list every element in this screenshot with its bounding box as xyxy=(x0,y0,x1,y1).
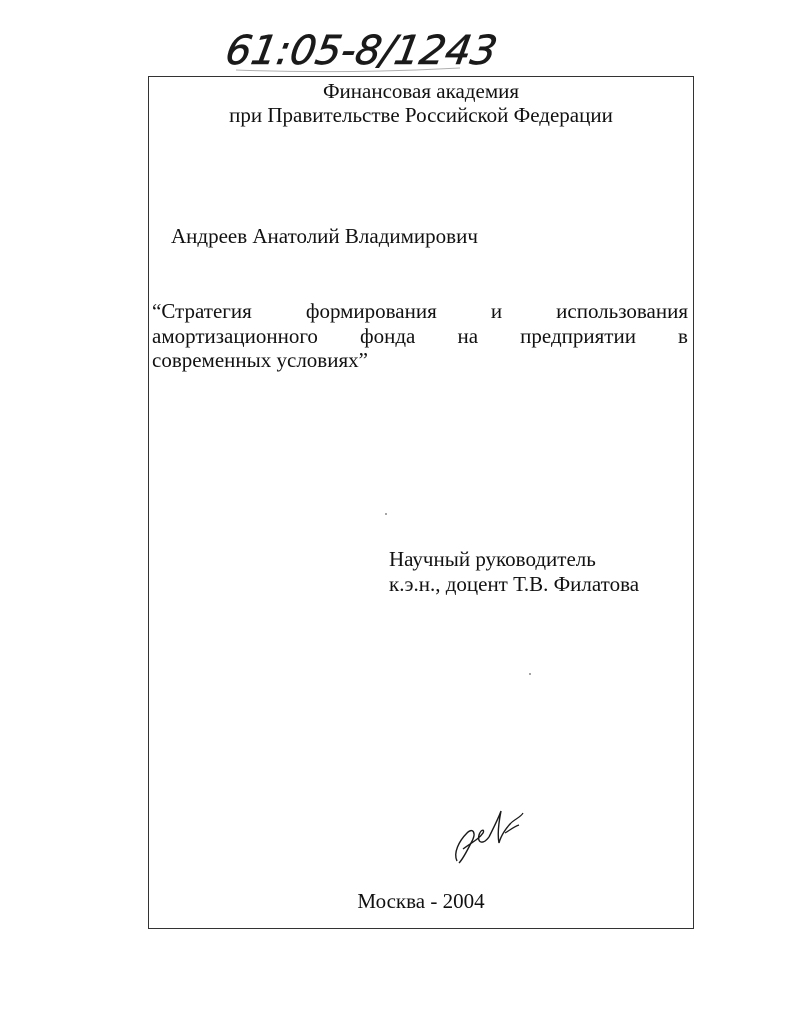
title-page-frame xyxy=(148,76,694,929)
title-word: на xyxy=(457,323,479,348)
scan-speck xyxy=(385,513,387,515)
title-line-3 xyxy=(152,348,688,373)
institution-affiliation: при Правительстве Российской Федерации xyxy=(229,103,613,127)
title-word: фонда xyxy=(360,323,416,348)
handwritten-archive-code xyxy=(222,18,501,76)
title-word: предприятии xyxy=(520,323,636,348)
scan-speck xyxy=(529,673,531,675)
title-word: амортизационного xyxy=(152,323,318,348)
title-word: “Стратегия xyxy=(152,299,252,323)
supervisor-name: к.э.н., доцент Т.В. Филатова xyxy=(389,572,640,596)
title-line-2 xyxy=(152,324,688,349)
author-signature xyxy=(449,803,529,869)
city-year: Москва - 2004 xyxy=(357,889,485,913)
archive-code-text: 61:05-8/1243 xyxy=(222,27,501,74)
supervisor-block xyxy=(389,547,639,597)
title-word: в xyxy=(678,323,688,348)
title-word: использования xyxy=(556,299,688,323)
institution-name: Финансовая академия xyxy=(322,79,520,103)
author-name: Андреев Анатолий Владимирович xyxy=(171,224,478,248)
title-line-1 xyxy=(152,299,688,324)
institution-block xyxy=(149,79,693,127)
title-word: современных условиях” xyxy=(152,348,368,372)
title-word: формирования xyxy=(305,299,437,323)
title-word: и xyxy=(490,299,503,323)
thesis-title xyxy=(152,299,688,373)
supervisor-label: Научный руководитель xyxy=(389,547,596,571)
